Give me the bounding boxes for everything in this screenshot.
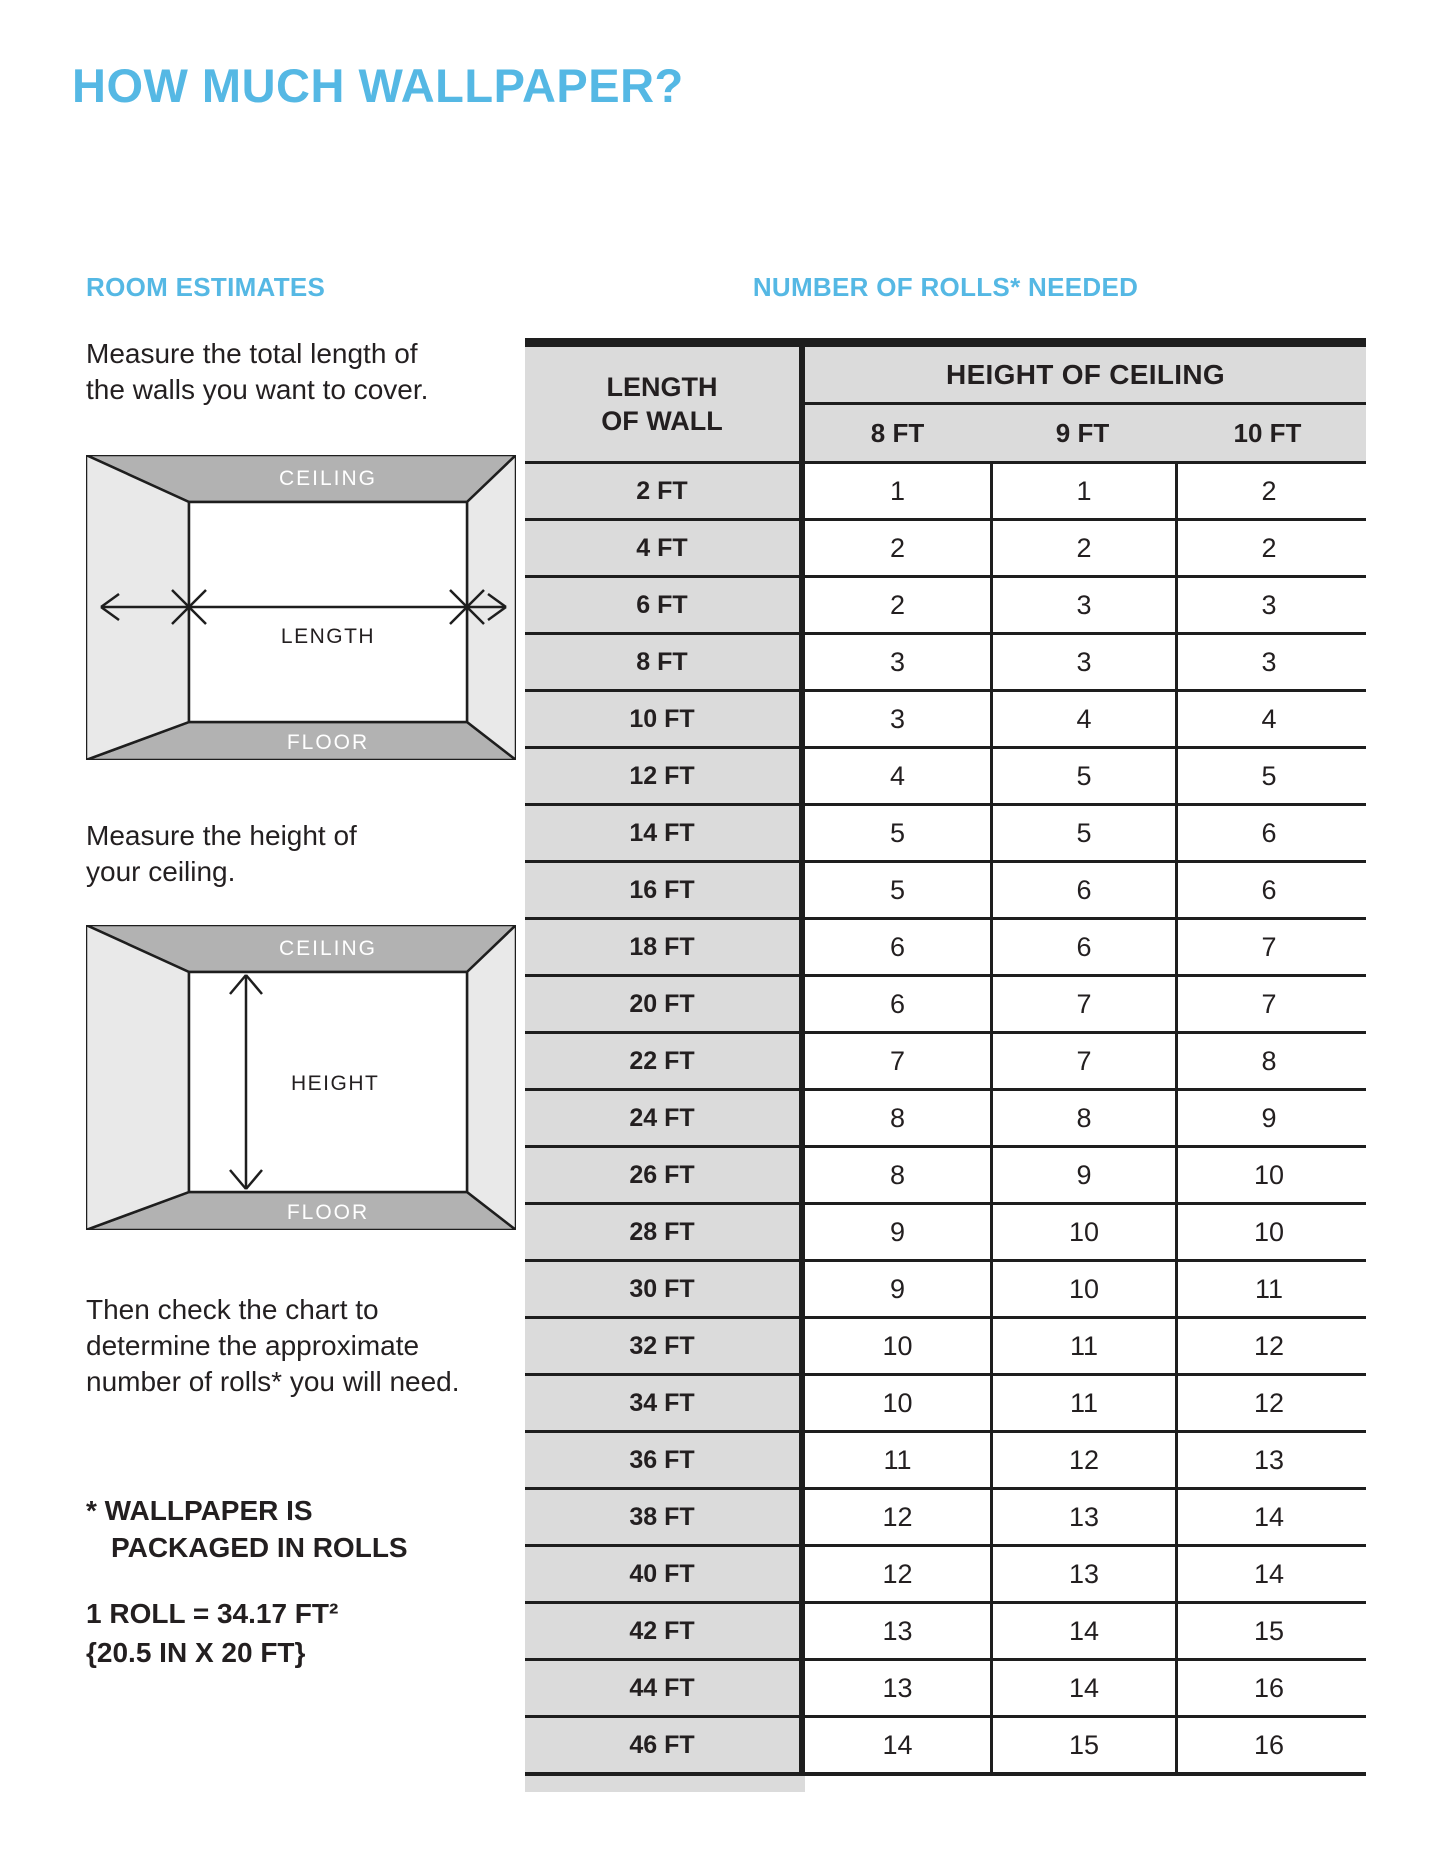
roll-count-cell: 8 bbox=[990, 1091, 1175, 1145]
roll-count-cell: 5 bbox=[1175, 749, 1360, 803]
roll-count-cell: 15 bbox=[990, 1718, 1175, 1772]
roll-count-cell: 2 bbox=[805, 578, 990, 632]
back-wall bbox=[189, 502, 467, 722]
wallpaper-rolls-footnote bbox=[86, 1492, 408, 1566]
table-row bbox=[525, 1202, 1366, 1259]
column-header: 8 FT bbox=[870, 417, 925, 448]
roll-count-cell: 7 bbox=[805, 1034, 990, 1088]
step1-line1: Measure the total length of bbox=[86, 338, 418, 369]
table-header bbox=[525, 347, 1366, 461]
roll-count-cell: 3 bbox=[1175, 578, 1360, 632]
length-of-wall-line2: OF WALL bbox=[601, 406, 723, 436]
table-row bbox=[525, 1088, 1366, 1145]
row-label: 46 FT bbox=[525, 1718, 805, 1772]
roll-count-cell: 5 bbox=[805, 863, 990, 917]
roll-count-cell: 4 bbox=[1175, 692, 1360, 746]
table-row bbox=[525, 1316, 1366, 1373]
step1-line2: the walls you want to cover. bbox=[86, 374, 429, 405]
table-row bbox=[525, 974, 1366, 1031]
roll-count-cell: 12 bbox=[1175, 1376, 1360, 1430]
room-estimates-heading: ROOM ESTIMATES bbox=[86, 272, 326, 302]
table-row bbox=[525, 1601, 1366, 1658]
row-label: 2 FT bbox=[525, 464, 805, 518]
roll-count-cell: 10 bbox=[1175, 1205, 1360, 1259]
roll-dimensions-line: {20.5 IN X 20 FT} bbox=[86, 1637, 306, 1668]
table-row bbox=[525, 917, 1366, 974]
floor-label: FLOOR bbox=[286, 731, 370, 754]
footnote-line1: * WALLPAPER IS bbox=[86, 1495, 313, 1526]
floor-label: FLOOR bbox=[286, 1201, 370, 1224]
roll-count-cell: 3 bbox=[1175, 635, 1360, 689]
table-row bbox=[525, 1544, 1366, 1601]
table-row bbox=[525, 1031, 1366, 1088]
row-label: 26 FT bbox=[525, 1148, 805, 1202]
rolls-needed-heading: NUMBER OF ROLLS* NEEDED bbox=[752, 272, 1139, 302]
roll-count-cell: 11 bbox=[990, 1376, 1175, 1430]
column-header: 9 FT bbox=[1055, 417, 1110, 448]
roll-count-cell: 12 bbox=[1175, 1319, 1360, 1373]
length-of-wall-line1: LENGTH bbox=[606, 372, 718, 402]
roll-count-cell: 6 bbox=[1175, 863, 1360, 917]
row-label: 6 FT bbox=[525, 578, 805, 632]
table-row bbox=[525, 803, 1366, 860]
roll-count-cell: 11 bbox=[990, 1319, 1175, 1373]
length-label: LENGTH bbox=[280, 625, 376, 648]
height-of-ceiling-header: HEIGHT OF CEILING bbox=[805, 347, 1366, 405]
roll-count-cell: 8 bbox=[805, 1091, 990, 1145]
table-row bbox=[525, 1259, 1366, 1316]
row-label: 42 FT bbox=[525, 1604, 805, 1658]
roll-count-cell: 14 bbox=[1175, 1547, 1360, 1601]
row-label: 38 FT bbox=[525, 1490, 805, 1544]
roll-count-cell: 5 bbox=[990, 749, 1175, 803]
step3-line1: Then check the chart to bbox=[86, 1294, 379, 1325]
ceiling-header-group bbox=[805, 347, 1366, 461]
roll-count-cell: 14 bbox=[1175, 1490, 1360, 1544]
roll-area-line: 1 ROLL = 34.17 FT² bbox=[86, 1598, 339, 1629]
table-row bbox=[525, 746, 1366, 803]
roll-count-cell: 13 bbox=[805, 1604, 990, 1658]
roll-count-cell: 10 bbox=[990, 1262, 1175, 1316]
row-label: 24 FT bbox=[525, 1091, 805, 1145]
roll-count-cell: 14 bbox=[990, 1661, 1175, 1715]
roll-count-cell: 9 bbox=[805, 1262, 990, 1316]
table-row bbox=[525, 1487, 1366, 1544]
roll-count-cell: 12 bbox=[990, 1433, 1175, 1487]
length-of-wall-header bbox=[525, 347, 805, 461]
step2-line2: your ceiling. bbox=[86, 856, 236, 887]
table-row bbox=[525, 632, 1366, 689]
page-title: HOW MUCH WALLPAPER? bbox=[72, 59, 684, 112]
roll-count-cell: 6 bbox=[805, 977, 990, 1031]
roll-count-cell: 9 bbox=[990, 1148, 1175, 1202]
roll-count-cell: 6 bbox=[990, 920, 1175, 974]
roll-size-info bbox=[86, 1594, 338, 1672]
row-label: 8 FT bbox=[525, 635, 805, 689]
roll-count-cell: 4 bbox=[805, 749, 990, 803]
table-row bbox=[525, 860, 1366, 917]
table-row bbox=[525, 1715, 1366, 1772]
row-label: 44 FT bbox=[525, 1661, 805, 1715]
roll-count-cell: 15 bbox=[1175, 1604, 1360, 1658]
column-header: 10 FT bbox=[1233, 417, 1302, 448]
row-label: 4 FT bbox=[525, 521, 805, 575]
roll-count-cell: 3 bbox=[805, 692, 990, 746]
roll-count-cell: 6 bbox=[990, 863, 1175, 917]
roll-count-cell: 5 bbox=[805, 806, 990, 860]
roll-count-cell: 13 bbox=[805, 1661, 990, 1715]
table-row bbox=[525, 1373, 1366, 1430]
roll-count-cell: 12 bbox=[805, 1547, 990, 1601]
rolls-table-body bbox=[525, 461, 1366, 1776]
row-label: 30 FT bbox=[525, 1262, 805, 1316]
ceiling-height-columns bbox=[805, 405, 1366, 461]
roll-count-cell: 9 bbox=[1175, 1091, 1360, 1145]
roll-count-cell: 7 bbox=[1175, 977, 1360, 1031]
step3-line3: number of rolls* you will need. bbox=[86, 1366, 460, 1397]
roll-count-cell: 3 bbox=[990, 578, 1175, 632]
table-row bbox=[525, 1658, 1366, 1715]
room-length-diagram bbox=[86, 455, 516, 760]
roll-count-cell: 2 bbox=[990, 521, 1175, 575]
roll-count-cell: 16 bbox=[1175, 1718, 1360, 1772]
roll-count-cell: 4 bbox=[990, 692, 1175, 746]
step3-line2: determine the approximate bbox=[86, 1330, 420, 1361]
roll-count-cell: 10 bbox=[1175, 1148, 1360, 1202]
roll-count-cell: 6 bbox=[805, 920, 990, 974]
roll-count-cell: 2 bbox=[1175, 521, 1360, 575]
roll-count-cell: 13 bbox=[1175, 1433, 1360, 1487]
step2-instruction bbox=[86, 818, 357, 890]
row-label: 34 FT bbox=[525, 1376, 805, 1430]
roll-count-cell: 8 bbox=[805, 1148, 990, 1202]
step2-line1: Measure the height of bbox=[86, 820, 357, 851]
roll-count-cell: 13 bbox=[990, 1547, 1175, 1601]
height-label: HEIGHT bbox=[291, 1072, 380, 1095]
roll-count-cell: 11 bbox=[805, 1433, 990, 1487]
left-wall bbox=[86, 925, 189, 1230]
row-label: 20 FT bbox=[525, 977, 805, 1031]
step3-instruction bbox=[86, 1292, 460, 1400]
table-row bbox=[525, 575, 1366, 632]
roll-count-cell: 7 bbox=[1175, 920, 1360, 974]
roll-count-cell: 2 bbox=[805, 521, 990, 575]
roll-count-cell: 14 bbox=[990, 1604, 1175, 1658]
roll-count-cell: 10 bbox=[805, 1376, 990, 1430]
table-row bbox=[525, 1145, 1366, 1202]
table-row bbox=[525, 1430, 1366, 1487]
table-row bbox=[525, 518, 1366, 575]
row-label: 18 FT bbox=[525, 920, 805, 974]
row-label: 28 FT bbox=[525, 1205, 805, 1259]
roll-count-cell: 1 bbox=[805, 464, 990, 518]
row-label: 12 FT bbox=[525, 749, 805, 803]
roll-count-cell: 10 bbox=[805, 1319, 990, 1373]
roll-count-cell: 7 bbox=[990, 1034, 1175, 1088]
roll-count-cell: 1 bbox=[990, 464, 1175, 518]
roll-count-cell: 3 bbox=[990, 635, 1175, 689]
roll-count-cell: 2 bbox=[1175, 464, 1360, 518]
roll-count-cell: 10 bbox=[990, 1205, 1175, 1259]
rolls-needed-table bbox=[525, 338, 1366, 1792]
row-label: 36 FT bbox=[525, 1433, 805, 1487]
roll-count-cell: 5 bbox=[990, 806, 1175, 860]
roll-count-cell: 7 bbox=[990, 977, 1175, 1031]
row-label: 22 FT bbox=[525, 1034, 805, 1088]
room-height-diagram bbox=[86, 925, 516, 1230]
table-left-column-stub bbox=[525, 1776, 805, 1792]
footnote-line2: PACKAGED IN ROLLS bbox=[111, 1532, 408, 1563]
roll-count-cell: 6 bbox=[1175, 806, 1360, 860]
row-label: 40 FT bbox=[525, 1547, 805, 1601]
ceiling-label: CEILING bbox=[278, 937, 378, 960]
row-label: 16 FT bbox=[525, 863, 805, 917]
table-top-bar bbox=[525, 338, 1366, 347]
table-row bbox=[525, 689, 1366, 746]
ceiling-label: CEILING bbox=[278, 467, 378, 490]
right-wall bbox=[467, 925, 516, 1230]
row-label: 32 FT bbox=[525, 1319, 805, 1373]
roll-count-cell: 14 bbox=[805, 1718, 990, 1772]
row-label: 14 FT bbox=[525, 806, 805, 860]
roll-count-cell: 11 bbox=[1175, 1262, 1360, 1316]
step1-instruction bbox=[86, 336, 428, 408]
row-label: 10 FT bbox=[525, 692, 805, 746]
roll-count-cell: 12 bbox=[805, 1490, 990, 1544]
table-row bbox=[525, 461, 1366, 518]
roll-count-cell: 8 bbox=[1175, 1034, 1360, 1088]
roll-count-cell: 16 bbox=[1175, 1661, 1360, 1715]
roll-count-cell: 13 bbox=[990, 1490, 1175, 1544]
roll-count-cell: 9 bbox=[805, 1205, 990, 1259]
roll-count-cell: 3 bbox=[805, 635, 990, 689]
